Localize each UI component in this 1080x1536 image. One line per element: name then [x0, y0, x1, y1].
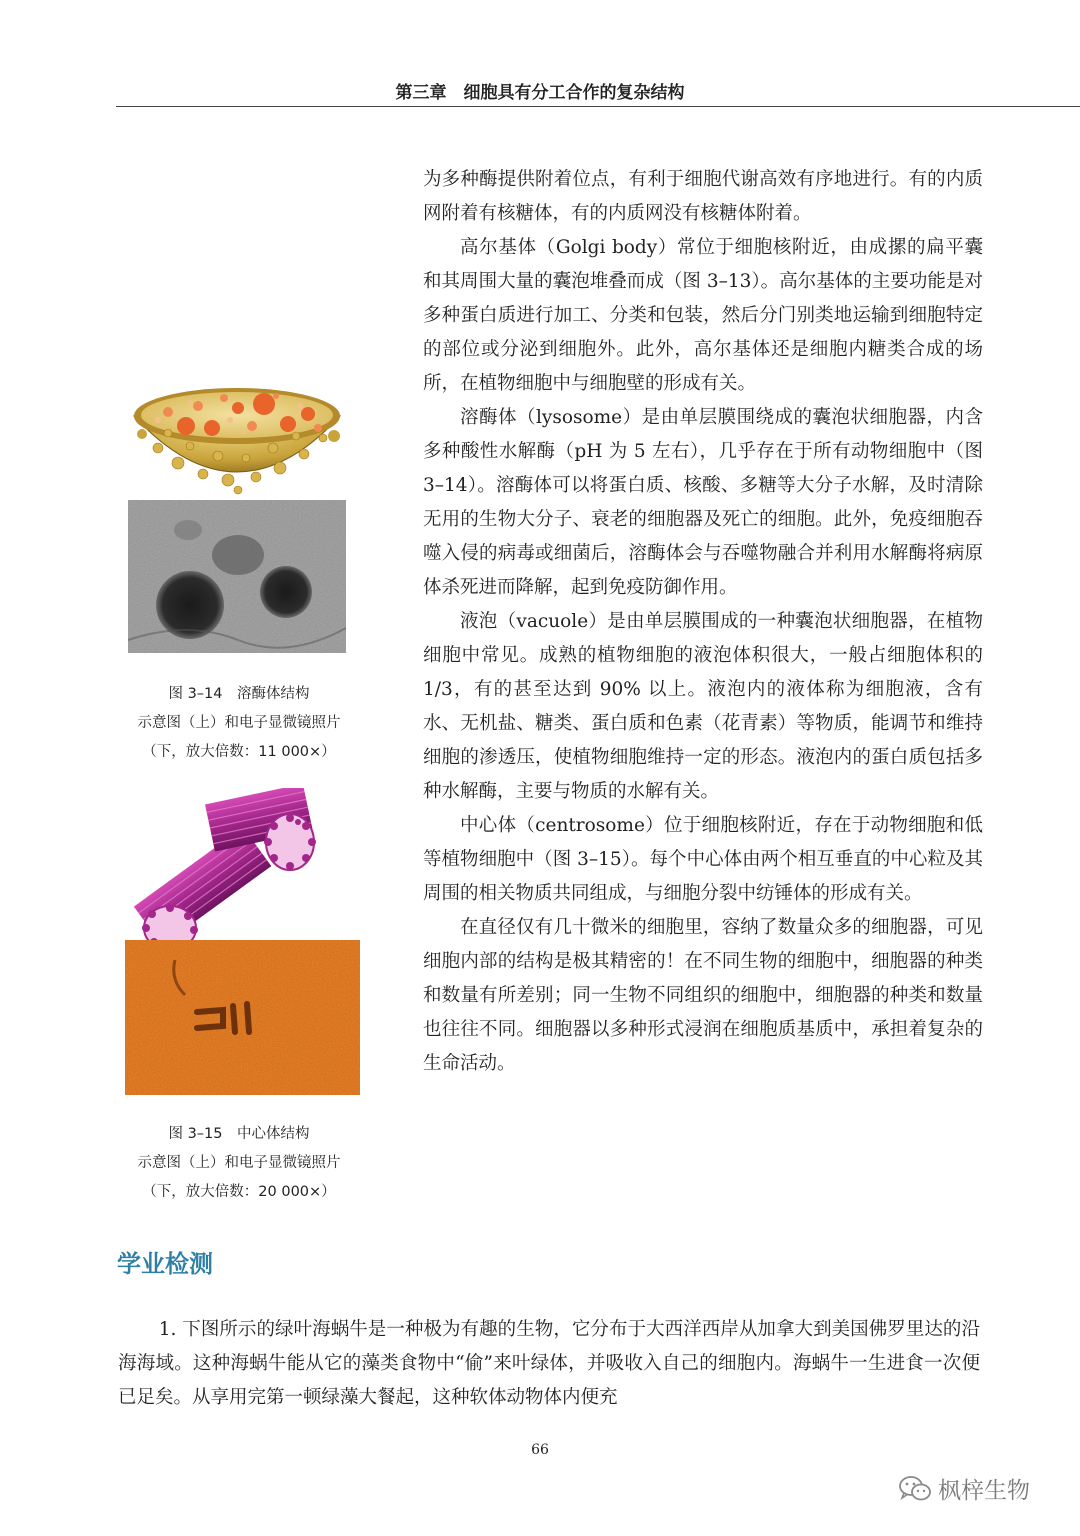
- body-text: [423, 163, 983, 1081]
- caption-line: 示意图（上）和电子显微镜照片: [137, 1155, 341, 1171]
- caption-line: （下，放大倍数：20 000×）: [142, 1184, 336, 1200]
- caption-line: 图 3–14 溶酶体结构: [168, 686, 310, 702]
- caption-line: 示意图（上）和电子显微镜照片: [137, 715, 341, 731]
- paragraph: 液泡（vacuole）是由单层膜围成的一种囊泡状细胞器，在植物细胞中常见。成熟的植物细胞的液泡体积很大，一般占细胞体积的 1/3，有的甚至达到 90% 以上。液泡内的液体称为细胞液，含有水、无机盐、糖类、蛋白质和色素（花青素）等物质，能调节和维持细胞的渗透压，使植物细胞维持一定的形态。液泡内的蛋白质包括多种水解酶，主要与物质的水解有关。: [423, 611, 983, 802]
- centrosome-micrograph: [125, 940, 360, 1095]
- figure-caption-centrosome: [98, 1120, 380, 1207]
- exercise-text: 1. 下图所示的绿叶海蜗牛是一种极为有趣的生物，它分布于大西洋西岸从加拿大到美国佛罗里达的沿海海域。这种海蜗牛能从它的藻类食物中“偷”来叶绿体，并吸收入自己的细胞内。海蜗牛一生进食一次便已足矣。从享用完第一顿绿藻大餐起，这种软体动物体内便充: [118, 1319, 980, 1408]
- watermark-text: 枫梓生物: [938, 1478, 1030, 1504]
- wechat-icon: [898, 1475, 932, 1503]
- paragraph: 中心体（centrosome）位于细胞核附近，存在于动物细胞和低等植物细胞中（图 3–15）。每个中心体由两个相互垂直的中心粒及其周围的相关物质共同组成，与细胞分裂中纺锤体的形成有关。: [423, 815, 983, 904]
- exercise-item: [118, 1313, 980, 1415]
- section-heading: 学业检测: [117, 1250, 213, 1278]
- paragraph: 高尔基体（Golgi body）常位于细胞核附近，由成摞的扁平囊和其周围大量的囊泡堆叠而成（图 3–13）。高尔基体的主要功能是对多种蛋白质进行加工、分类和包装，然后分门别类地运输到细胞特定的部位或分泌到细胞外。此外，高尔基体还是细胞内糖类合成的场所，在植物细胞中与细胞壁的形成有关。: [423, 237, 983, 394]
- page-number: 66: [531, 1442, 549, 1458]
- paragraph: 在直径仅有几十微米的细胞里，容纳了数量众多的细胞器，可见细胞内部的结构是极其精密的！在不同生物的细胞中，细胞器的种类和数量有所差别；同一生物不同组织的细胞中，细胞器的种类和数量也往往不同。细胞器以多种形式浸润在细胞质基质中，承担着复杂的生命活动。: [423, 917, 983, 1074]
- chapter-header: 第三章 细胞具有分工合作的复杂结构: [395, 83, 685, 103]
- lysosome-illustration: [128, 378, 346, 508]
- caption-line: （下，放大倍数：11 000×）: [142, 744, 336, 760]
- lysosome-micrograph: [128, 500, 346, 653]
- watermark: [898, 1472, 1030, 1505]
- header-rule: [116, 106, 1080, 107]
- paragraph: 溶酶体（lysosome）是由单层膜围绕成的囊泡状细胞器，内含多种酸性水解酶（pH 为 5 左右），几乎存在于所有动物细胞中（图 3–14）。溶酶体可以将蛋白质、核酸、多糖等大分子水解，及时清除无用的生物大分子、衰老的细胞器及死亡的细胞。此外，免疫细胞吞噬入侵的病毒或细菌后，溶酶体会与吞噬物融合并利用水解酶将病原体杀死进而降解，起到免疫防御作用。: [423, 407, 983, 598]
- figure-caption-lysosome: [98, 680, 380, 767]
- paragraph: 为多种酶提供附着位点，有利于细胞代谢高效有序地进行。有的内质网附着有核糖体，有的内质网没有核糖体附着。: [423, 169, 983, 224]
- caption-line: 图 3–15 中心体结构: [168, 1126, 310, 1142]
- centrosome-illustration: [130, 788, 340, 948]
